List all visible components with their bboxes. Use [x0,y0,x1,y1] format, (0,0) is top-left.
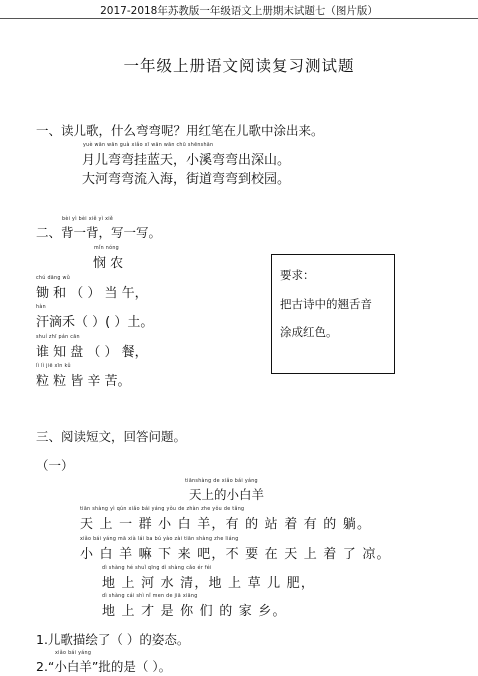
poem-line-4: 粒 粒 皆 辛 苦。 [36,374,131,389]
requirement-label: 要求： [280,268,315,282]
poem-line-3: 谁 知 盘 （ ） 餐， [36,345,148,360]
story-line-2: 小 白 羊 嘛 下 来 吧，不 要 在 天 上 着 了 凉。 [80,547,391,562]
story-title-pinyin: tiānshàng de xiǎo bái yáng [185,479,258,484]
section1-question: 一、读儿歌，什么弯弯呢？用红笔在儿歌中涂出来。 [36,123,324,138]
poem-line-2-pinyin: hàn [36,305,46,310]
poem-title-pinyin: mǐn nóng [94,246,120,251]
story-title: 天上的小白羊 [189,487,265,502]
poem-line-2: 汗滴禾（ ）( ）土。 [36,315,154,330]
story-line-3-pinyin: dì shàng hé shuǐ qīng dì shàng cǎo ér féi [102,566,212,571]
poem-line-1: 锄 和 （ ） 当 午， [36,286,148,301]
document-header: 2017-2018年苏教版一年级语文上册期末试题七（图片版） [100,5,378,17]
section2-question-pinyin: bèi yì bèi xiě yì xiě [62,217,114,222]
section1-poem-line-1: 月儿弯弯挂蓝天，小溪弯弯出深山。 [82,153,291,168]
poem-line-3-pinyin: shuí zhī pán cān [36,335,80,340]
poem-line-1-pinyin: chú dāng wǔ [36,276,71,281]
story-line-4: 地 上 才 是 你 们 的 家 乡。 [102,604,287,619]
story-line-4-pinyin: dì shàng cái shì nǐ men de jiā xiāng [102,594,198,599]
story-line-1-pinyin: tiān shàng yì qún xiǎo bái yáng yǒu de zhàn zhe yǒu de tǎng [80,507,245,512]
requirement-box [271,254,395,374]
requirement-text-2: 涂成红色。 [280,325,338,339]
poem-line-4-pinyin: lì lì jiē xīn kǔ [36,364,71,369]
question-2-pinyin: xiǎo bái yáng [55,651,92,656]
page-title: 一年级上册语文阅读复习测试题 [123,57,355,75]
question-1: 1.儿歌描绘了（ ）的姿态。 [36,632,190,647]
header-divider [0,18,478,19]
section1-pinyin: yuè wān wān guà xiǎo xī wān wān chū shēnshān [83,143,214,148]
section2-question: 二、背一背，写一写。 [36,225,162,240]
question-2: 2.“小白羊”批的是（ ）。 [36,659,172,674]
story-line-2-pinyin: xiǎo bái yáng mā xià lái ba bú yào zài tiān shàng zhe liáng [80,537,239,542]
story-line-3: 地 上 河 水 清，地 上 草 儿 肥， [102,576,316,591]
section1-poem-line-2: 大河弯弯流入海，街道弯弯到校园。 [82,172,291,187]
section3-question: 三、阅读短文，回答问题。 [36,429,187,444]
part-label: （一） [36,458,74,473]
requirement-text-1: 把古诗中的翘舌音 [280,297,372,311]
poem-title: 悯 农 [93,256,124,271]
story-line-1: 天 上 一 群 小 白 羊，有 的 站 着 有 的 躺。 [80,517,372,532]
